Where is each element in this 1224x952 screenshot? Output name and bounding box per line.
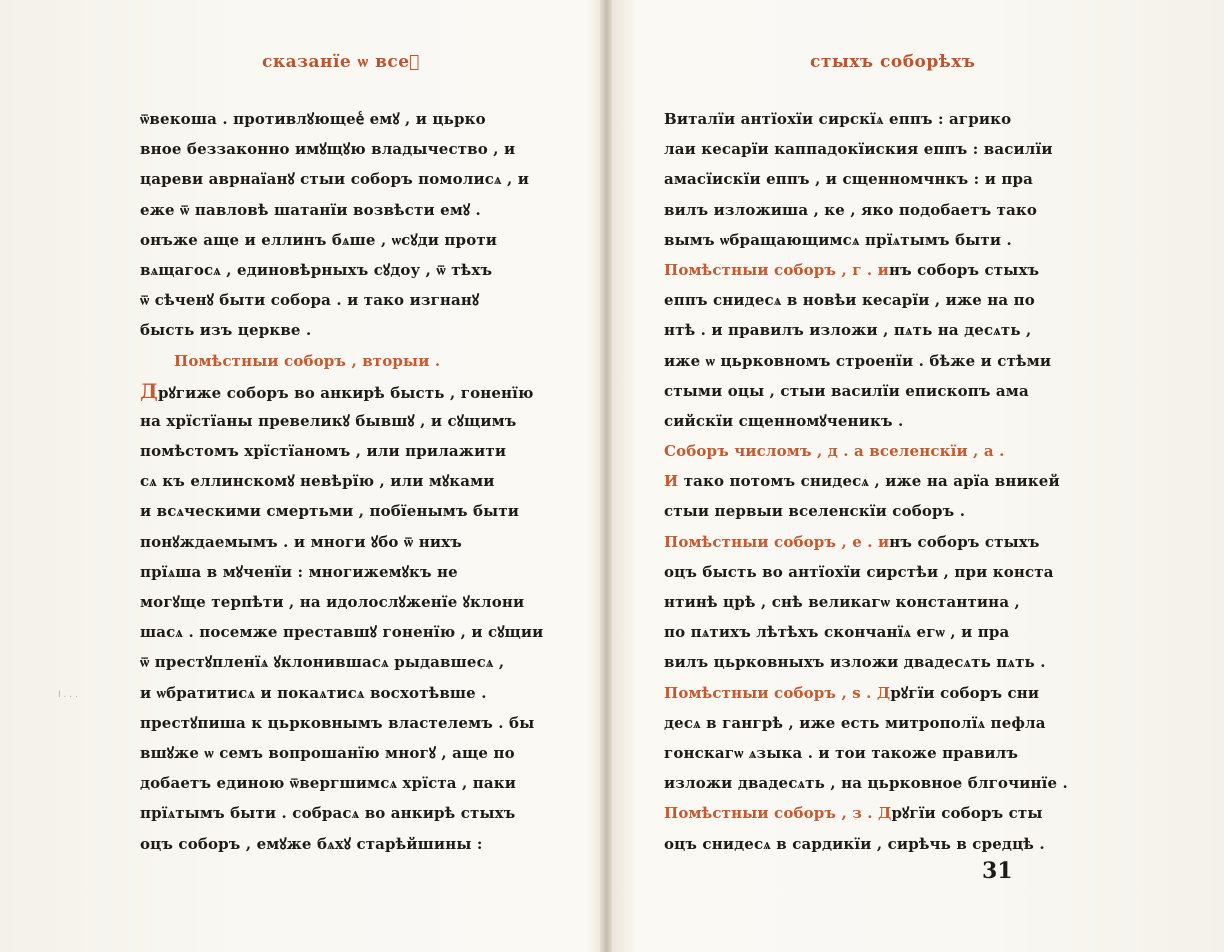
line-text: стыми оцы , стыи василїи епископъ ама: [664, 381, 1029, 400]
text-line: [664, 134, 1089, 164]
text-line: [664, 225, 1089, 255]
text-line: [664, 406, 1089, 436]
rubric-text: Помѣстныи соборъ , з .: [664, 804, 873, 823]
text-line: вѧщагосѧ , единовѣрныхъ сꙋдоу , ѿ тѣхъ: [140, 260, 493, 279]
text-line: добаетъ единою ѿвергшимсѧ хрїста , паки: [140, 774, 517, 793]
text-line: [664, 829, 1089, 859]
line-text: рꙋгїи соборъ сни: [890, 683, 1040, 702]
right-page: [612, 0, 1224, 952]
line-text: нъ соборъ стыхъ: [889, 532, 1040, 551]
line-text: рꙋгиже соборъ во анкирѣ бысть , гоненїю: [157, 383, 534, 402]
line-text: рꙋгїи соборъ сты: [891, 804, 1043, 823]
text-line: еже ѿ павловѣ шатанїи возвѣсти емꙋ .: [140, 200, 481, 219]
text-line: шасѧ . посемже преставшꙋ гоненїю , и сꙋщии: [140, 623, 544, 642]
text-line: [664, 587, 1089, 617]
rubric-text: Помѣстныи соборъ , г .: [664, 260, 873, 279]
left-page: [0, 0, 600, 952]
initial-letter: Д: [140, 378, 158, 403]
line-text: вилъ цьрковныхъ изложи двадесѧть пѧть .: [664, 653, 1046, 672]
text-line: оцъ соборъ , емꙋже бѧхꙋ старѣйшины :: [140, 834, 483, 853]
folio-number: 31: [982, 858, 1013, 884]
text-line: онъже аще и еллинъ бѧше , ѡсꙋди проти: [140, 230, 498, 249]
rubric-text: и: [872, 260, 889, 279]
rubric-text: Соборъ числомъ , д . а вселенскїи , а .: [664, 442, 1005, 461]
text-line: вшꙋже ѡ семъ вопрошанїю многꙋ , аще по: [140, 743, 515, 762]
text-line: [664, 195, 1089, 225]
line-text: оцъ бысть во антїохїи сирстѣи , при конста: [664, 562, 1054, 581]
text-line: [664, 104, 1089, 134]
line-text: нтинѣ црѣ , снѣ великагѡ константина ,: [664, 593, 1020, 611]
text-line: [664, 436, 1089, 466]
text-line: цареви аврнаїанꙋ стыи соборъ помолисѧ , и: [140, 170, 530, 189]
line-text: нъ соборъ стыхъ: [888, 260, 1040, 279]
text-line: [664, 647, 1089, 677]
margin-mark: I . . .: [58, 690, 78, 700]
line-text: лаи кесарїи каппадокїиския еппъ : василїи: [664, 140, 1053, 159]
left-text-block: [140, 104, 560, 859]
text-line: [664, 527, 1089, 557]
rubric-heading: Помѣстныи соборъ , вторыи .: [174, 351, 441, 370]
text-line: [664, 798, 1089, 828]
line-text: изложи двадесѧть , на цьрковное блгочинїе .: [664, 774, 1068, 793]
text-line: прїѧша в мꙋченїи : многижемꙋкъ не: [140, 562, 458, 581]
line-text: вилъ изложиша , ке , яко подобаетъ тако: [664, 200, 1038, 219]
text-line: вное беззаконно имꙋщꙋю владычество , и: [140, 140, 516, 159]
text-line: [664, 557, 1089, 587]
text-line: [664, 738, 1089, 768]
line-text: Виталїи антїохїи сирскїѧ еппъ : агрико: [664, 110, 1012, 128]
text-line: [664, 164, 1089, 194]
text-line: сѧ къ еллинскомꙋ невѣрїю , или мꙋками: [140, 472, 495, 491]
rubric-text: Помѣстныи соборъ , ѕ .: [664, 683, 872, 702]
text-line: понꙋждаемымъ . и многи ꙋбо ѿ нихъ: [140, 532, 462, 551]
text-line: [664, 376, 1089, 406]
rubric-text: Д: [872, 804, 892, 823]
text-line: [664, 466, 1089, 496]
line-text: сийскїи сщенномꙋченикъ .: [664, 411, 904, 430]
right-text-block: [664, 104, 1089, 859]
line-text: амасїискїи еппъ , и сщенномчнкъ : и пра: [664, 170, 1034, 189]
text-line: [664, 255, 1089, 285]
line-text: оцъ снидесѧ в сардикїи , сирѣчь в средцѣ .: [664, 834, 1045, 853]
text-line: [664, 708, 1089, 738]
left-running-head: сказанїе ѡ всеⷯ: [262, 52, 420, 72]
text-line: ѿ престꙋпленїѧ ꙋклонившасѧ рыдавшесѧ ,: [140, 653, 505, 672]
text-line: [664, 496, 1089, 526]
text-line: [140, 376, 560, 406]
gutter: [600, 0, 612, 952]
line-text: тако потомъ снидесѧ , иже на арїа вникей: [678, 472, 1060, 491]
text-line: [664, 346, 1089, 376]
text-line: на хрїстїаны превеликꙋ бывшꙋ , и сꙋщимъ: [140, 411, 517, 430]
line-text: еппъ снидесѧ в новѣи кесарїи , иже на по: [664, 291, 1035, 310]
text-line: прїѧтымъ быти . собрасѧ во анкирѣ стыхъ: [140, 804, 516, 823]
text-line: и ѡбратитисѧ и покаѧтисѧ восхотѣвше .: [140, 683, 487, 702]
line-text: вымъ ѡбращающимсѧ прїѧтымъ быти .: [664, 230, 1012, 249]
text-line: ѿвекоша . противлꙋющееⷭ емꙋ , и цьрко: [140, 110, 486, 128]
text-line: [664, 678, 1089, 708]
line-text: десѧ в гангрѣ , иже есть митрополїѧ пефла: [664, 713, 1046, 732]
text-line: [664, 768, 1089, 798]
line-text: нтѣ . и правилъ изложи , пѧть на десѧть ,: [664, 321, 1032, 340]
line-text: иже ѡ цьрковномъ строенїи . бѣже и стѣми: [664, 351, 1052, 370]
rubric-text: и: [872, 532, 890, 551]
rubric-text: И: [664, 472, 679, 491]
text-line: ѿ сѣченꙋ быти собора . и тако изгнанꙋ: [140, 291, 480, 310]
text-line: и всѧческими смертьми , побїенымъ быти: [140, 502, 520, 521]
text-line: [664, 315, 1089, 345]
text-line: [664, 285, 1089, 315]
line-text: гонскагѡ ѧзыка . и тои такоже правилъ: [664, 743, 1019, 762]
text-line: бысть изъ церкве .: [140, 321, 312, 340]
rubric-text: Д: [871, 683, 891, 702]
text-line: могꙋще терпѣти , на идолослꙋженїе ꙋклони: [140, 593, 525, 611]
text-line: [664, 617, 1089, 647]
line-text: по пѧтихъ лѣтѣхъ скончанїѧ егѡ , и пра: [664, 623, 1010, 642]
text-line: престꙋпиша к цьрковнымъ властелемъ . бы: [140, 713, 535, 732]
rubric-text: Помѣстныи соборъ , е .: [664, 532, 873, 551]
text-line: помѣстомъ хрїстїаномъ , или прилажити: [140, 442, 507, 461]
line-text: стыи первыи вселенскїи соборъ .: [664, 502, 966, 521]
right-running-head: стыхъ соборѣхъ: [810, 52, 976, 72]
